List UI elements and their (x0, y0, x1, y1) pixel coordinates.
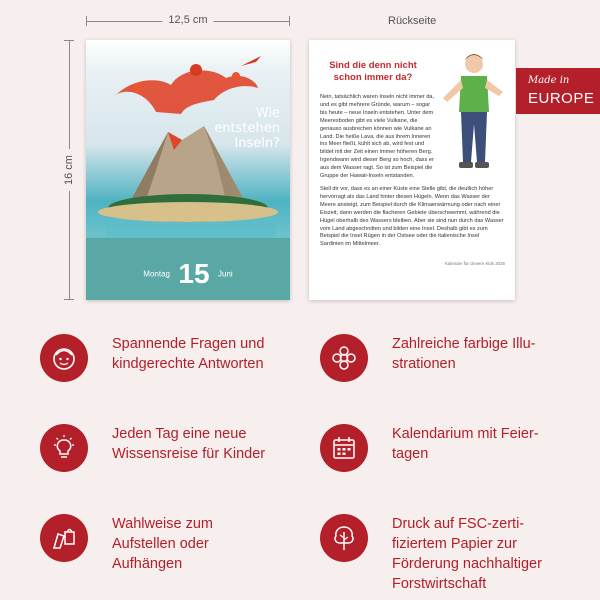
calendar-icon (320, 424, 368, 472)
height-label: 16 cm (63, 149, 75, 191)
feature-text: Druck auf FSC-zerti- fiziertem Papier zur Förderung nachhaltiger Forstwirtschaft (392, 516, 542, 592)
front-question: Wie entstehen Inseln? (214, 106, 280, 151)
boy-illustration (439, 50, 509, 174)
stand-hang-icon (40, 514, 88, 562)
calendar-back-page (309, 40, 515, 300)
weekday: Montag (143, 269, 170, 279)
month: Juni (218, 269, 233, 279)
back-footer: Kalender für clevere Kids 2026 (444, 261, 505, 266)
feature-text: Kalendarium mit Feier- tagen (392, 426, 539, 462)
back-paragraph-1: Nein, tatsächlich waren Inseln nicht immer da, und es gibt mehrere Gründe, warum – sogar bis heute – neue Inseln entstehen. Unter dem Meeresboden gibt es viele Vulkane, die genauso ausbrechen können wie Vulkane an Land. Die heiße Lava, die aus ihrem Inneren ins Meer fließt, kühlt sich ab, wird fest und bildet mit der Zeit einen immer höheren Berg. Irgendwann wird dieser Berg so hoch, dass er aus dem Wasser ragt. So ist zum Beispiel die Gruppe der Hawaii-Inseln entstanden. (320, 94, 435, 180)
feature-fsc-paper (320, 514, 570, 592)
day-number: 15 (178, 258, 210, 289)
feature-stand-or-hang (40, 514, 290, 574)
badge-region: EUROPE (528, 90, 595, 107)
lightbulb-icon (40, 424, 88, 472)
height-dimension (62, 40, 76, 300)
made-in-europe-badge (516, 68, 600, 114)
feature-illustrations (320, 334, 570, 394)
feature-text: Jeden Tag eine neue Wissensreise für Kinder (112, 426, 266, 462)
flower-icon (320, 334, 368, 382)
badge-made-in: Made in (528, 75, 570, 86)
feature-questions (40, 334, 290, 394)
back-side-label: Rückseite (388, 15, 437, 27)
width-dimension (86, 14, 290, 28)
back-title: Sind die denn nicht schon immer da? (329, 60, 417, 83)
feature-text: Wahlweise zum Aufstellen oder Aufhängen (112, 516, 213, 572)
front-date (86, 258, 290, 290)
feature-daily-journey (40, 424, 290, 484)
feature-text: Spannende Fragen und kindgerechte Antworten (112, 336, 265, 372)
back-paragraph-2: Stell dir vor, dass es an einer Küste eine Stelle gibt, die deutlich höher hervorragt als das Land hinter diesen Hügeln. Wenn das Wasser der Meere ansteigt, zum Beispiel durch die Klimaerwärmung oder nach einer Eiszeit, dann werden die flacheren Gebiete überschwemmt, während die Hügel oberhalb des Wassers bleiben. Aber sie sind nun durch das Wasser vom Land abgeschnitten und bilden eine Insel. Deshalb gibt es zum Beispiel die Insel Rügen in der Ostsee oder die italienische Insel Sardinien im Mittelmeer. (320, 186, 504, 248)
feature-text: Zahlreiche farbige Illu- strationen (392, 336, 536, 372)
width-label: 12,5 cm (162, 14, 213, 26)
child-face-icon (40, 334, 88, 382)
calendar-front-page (86, 40, 290, 300)
feature-calendar (320, 424, 570, 484)
tree-icon (320, 514, 368, 562)
